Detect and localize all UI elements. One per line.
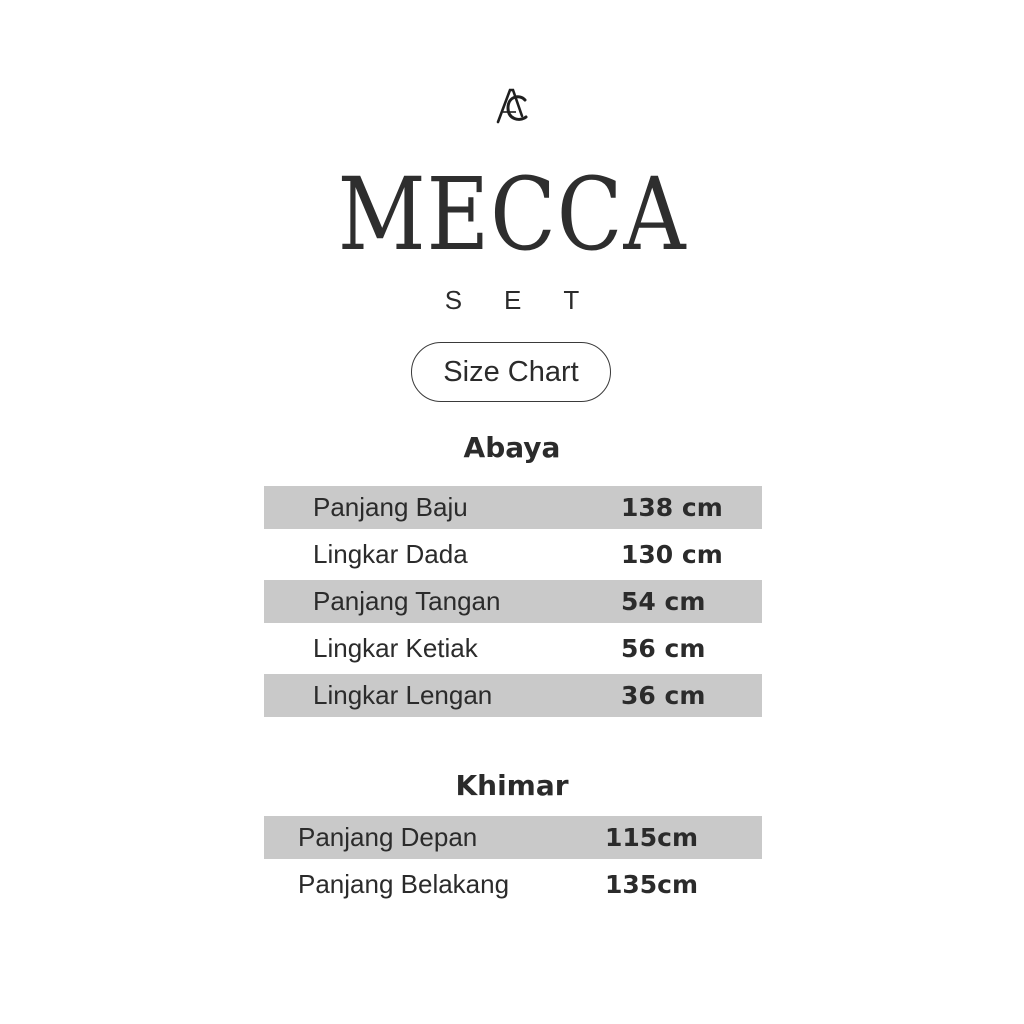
brand-subtitle: SET <box>444 285 622 315</box>
abaya-size-table <box>264 486 762 721</box>
brand-title: MECCA <box>337 156 687 273</box>
row-value: 130 cm <box>621 540 723 569</box>
row-label: Panjang Tangan <box>313 586 501 616</box>
row-value: 138 cm <box>621 493 723 522</box>
row-label: Panjang Baju <box>313 492 468 522</box>
row-label: Lingkar Dada <box>313 539 468 569</box>
row-label: Panjang Belakang <box>298 869 510 899</box>
size-chart-badge <box>411 342 611 402</box>
row-value: 56 cm <box>621 634 706 663</box>
table-row <box>264 627 762 670</box>
table-row <box>264 674 762 717</box>
table-row <box>264 486 762 529</box>
size-chart-label: Size Chart <box>443 355 579 388</box>
row-value: 135cm <box>605 870 699 899</box>
row-value: 54 cm <box>621 587 706 616</box>
row-label: Panjang Depan <box>298 822 478 852</box>
khimar-size-table <box>264 816 762 910</box>
section-title-khimar: Khimar <box>455 769 569 802</box>
section-title-abaya: Abaya <box>463 431 561 464</box>
row-value: 115cm <box>605 823 699 852</box>
table-row <box>264 580 762 623</box>
ac-monogram-icon <box>494 86 530 126</box>
table-row <box>264 533 762 576</box>
table-row <box>264 816 762 859</box>
row-label: Lingkar Ketiak <box>313 633 478 663</box>
table-row <box>264 863 762 906</box>
row-value: 36 cm <box>621 681 706 710</box>
row-label: Lingkar Lengan <box>313 680 493 710</box>
